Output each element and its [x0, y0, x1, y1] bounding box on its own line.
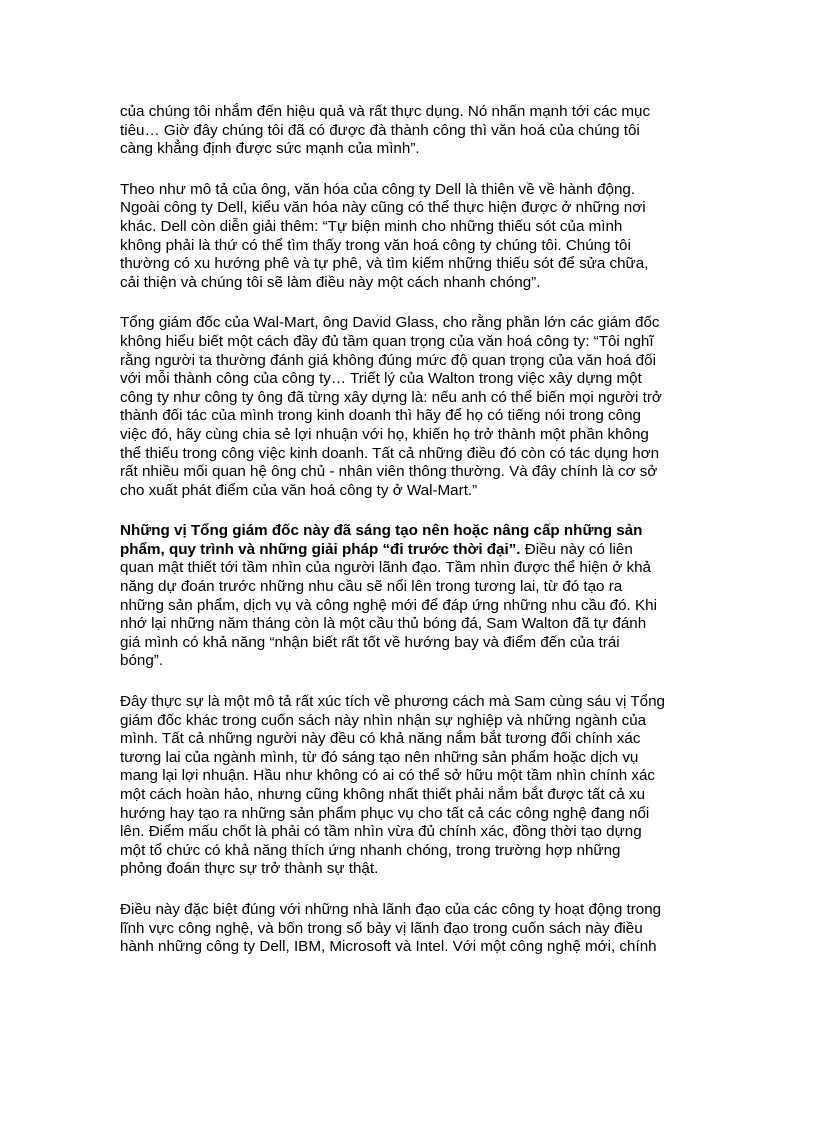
- text-line: thành đối tác của mình trong kinh doanh thì hãy để họ có tiếng nói trong công: [120, 407, 641, 425]
- text-line: việc đó, hãy cùng chia sẻ lợi nhuận với họ, khiến họ trở thành một phần không: [120, 425, 649, 443]
- text-line: một cách hoàn hảo, nhưng cũng không nhất thiết phải nắm bắt được tất cả xu: [120, 786, 646, 803]
- text-line: Điều này đặc biệt đúng với những nhà lãnh đạo của các công ty hoạt động trong: [120, 900, 662, 918]
- text-line: thể thiếu trong công việc kinh doanh. Tất cả những điều đó còn có tác dụng hơn: [120, 444, 660, 462]
- text-line: công ty như công ty ông đã từng xây dựng là: nếu anh có thể biến mọi người trở: [120, 388, 662, 406]
- text-line: với mỗi thành công của công ty… Triết lý của Walton trong việc xây dựng một: [120, 370, 642, 388]
- paragraph-sam-description: [120, 693, 696, 879]
- text-line: mang lại lợi nhuận. Hầu như không có ai có thể sở hữu một tầm nhìn chính xác: [120, 767, 655, 785]
- text-line: khác. Dell còn diễn giải thêm: “Tự biện minh cho những thiếu sót của mình: [120, 217, 623, 235]
- bold-lead-text: phẩm, quy trình và những giải pháp “đi trước thời đại”.: [120, 540, 521, 558]
- text-line: của chúng tôi nhắm đến hiệu quả và rất thực dụng. Nó nhấn mạnh tới các mục: [120, 103, 651, 120]
- text-line: Ngoài công ty Dell, kiểu văn hóa này cũng có thể thực hiện được ở những nơi: [120, 199, 646, 217]
- text-line: mình. Tất cả những người này đều có khả năng nắm bắt tương đối chính xác: [120, 730, 641, 748]
- text-line: Tổng giám đốc của Wal-Mart, ông David Glass, cho rằng phần lớn các giám đốc: [120, 314, 660, 332]
- text-line: thường có xu hướng phê và tự phê, và tìm kiếm những thiếu sót để sửa chữa,: [120, 255, 649, 273]
- text-run: Điều này có liên: [520, 540, 633, 558]
- bold-lead-text: Những vị Tổng giám đốc này đã sáng tạo nên hoặc nâng cấp những sản: [120, 522, 643, 540]
- text-line: giám đốc khác trong cuốn sách này nhìn nhận sự nghiệp và những ngành của: [120, 711, 647, 729]
- text-line: bóng”.: [120, 652, 164, 670]
- text-line: không phải là thứ có thể tìm thấy trong văn hoá công ty chúng tôi. Chúng tôi: [120, 236, 631, 254]
- paragraph-walmart-culture: [120, 314, 696, 500]
- text-line: những sản phẩm, dịch vụ và công nghệ mới để đáp ứng những nhu cầu đó. Khi: [120, 596, 657, 614]
- text-line: giá mình có khả năng “nhận biết rất tốt về hướng bay và điểm đến của trái: [120, 633, 620, 651]
- text-line: Theo như mô tả của ông, văn hóa của công ty Dell là thiên về về hành động.: [120, 180, 636, 198]
- text-line: rất nhiều mối quan hệ ông chủ - nhân viên thông thường. Và đây chính là cơ sở: [120, 463, 658, 481]
- text-line: lên. Điểm mấu chốt là phải có tầm nhìn vừa đủ chính xác, đồng thời tạo dựng: [120, 823, 642, 841]
- text-line: rằng người ta thường đánh giá không đúng mức độ quan trọng của văn hoá đối: [120, 351, 656, 369]
- text-line: cải thiện và chúng tôi sẽ làm điều này một cách nhanh chóng”.: [120, 273, 541, 291]
- paragraph-vision: [120, 522, 696, 671]
- text-line: [120, 522, 696, 541]
- text-line: tương lai của ngành mình, từ đó sáng tạo nên những sản phẩm hoặc dịch vụ: [120, 748, 639, 766]
- text-line: hành những công ty Dell, IBM, Microsoft và Intel. Với một công nghệ mới, chính: [120, 938, 657, 956]
- text-line: cho xuất phát điểm của văn hoá công ty ở Wal-Mart.”: [120, 481, 478, 499]
- text-line: phỏng đoán thực sự trở thành sự thật.: [120, 860, 379, 878]
- text-line: quan mật thiết tới tầm nhìn của người lãnh đạo. Tầm nhìn được thể hiện ở khả: [120, 559, 652, 577]
- text-line: Đây thực sự là một mô tả rất xúc tích về phương cách mà Sam cùng sáu vị Tổng: [120, 693, 665, 711]
- text-line: không hiểu biết một cách đầy đủ tầm quan trọng của văn hoá công ty: “Tôi nghĩ: [120, 332, 654, 350]
- text-line: năng dự đoán trước những nhu cầu sẽ nổi lên trong tương lai, từ đó tạo ra: [120, 578, 623, 596]
- paragraph-tech-leaders: [120, 901, 696, 957]
- paragraph-dell-culture-quote-end: [120, 103, 696, 159]
- text-line: tiêu… Giờ đây chúng tôi đã có được đà thành công thì văn hoá của chúng tôi: [120, 121, 640, 139]
- text-line: lĩnh vực công nghệ, và bốn trong số bảy vị lãnh đạo trong cuốn sách này điều: [120, 919, 643, 937]
- text-line: một tổ chức có khả năng thích ứng nhanh chóng, trong trường hợp những: [120, 841, 621, 859]
- text-line: càng khẳng định được sức mạnh của mình”.: [120, 140, 420, 158]
- text-line: [120, 541, 696, 560]
- document-body: [120, 103, 696, 979]
- text-line: nhớ lại những năm tháng còn là một cầu thủ bóng đá, Sam Walton đã tự đánh: [120, 615, 647, 633]
- paragraph-dell-action-culture: [120, 181, 696, 293]
- text-line: hướng hay tạo ra những sản phẩm phục vụ cho tất cả các công nghệ đang nổi: [120, 804, 650, 822]
